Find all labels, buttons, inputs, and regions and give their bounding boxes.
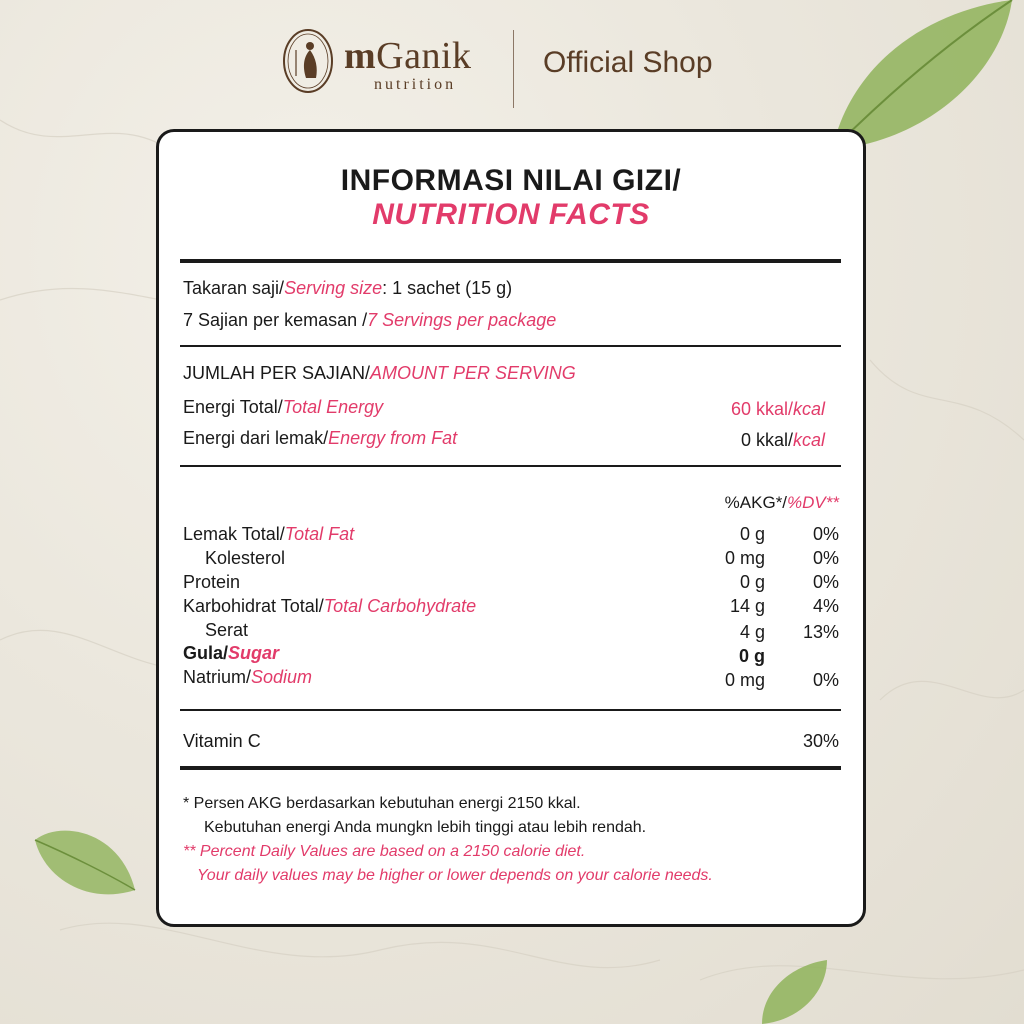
nutrient-percent: 0% bbox=[812, 524, 839, 544]
nutrient-row-sugar: Gula/Sugar bbox=[183, 643, 280, 663]
total-energy-label: Energi Total/Total Energy bbox=[183, 397, 384, 417]
amount-per-serving-header: JUMLAH PER SAJIAN/AMOUNT PER SERVING bbox=[183, 363, 576, 383]
footnote-dv-line2: Your daily values may be higher or lower depends on your calorie needs. bbox=[197, 867, 713, 884]
leaf-left bbox=[30, 820, 140, 910]
official-shop-label: Official Shop bbox=[543, 46, 713, 79]
brand-header bbox=[282, 28, 762, 110]
divider bbox=[180, 465, 841, 467]
header-divider bbox=[513, 30, 514, 108]
footnote-akg-line2: Kebutuhan energi Anda mungkn lebih tinggi atau lebih rendah. bbox=[204, 819, 647, 836]
nutrient-amount: 0 mg bbox=[724, 548, 765, 568]
serving-size-row: Takaran saji/Serving size: 1 sachet (15 g) bbox=[183, 278, 513, 298]
energy-from-fat-value: 0 kkal/kcal bbox=[740, 430, 825, 450]
nutrient-row-fiber: Serat bbox=[205, 620, 249, 640]
footnote-akg-line1: * Persen AKG berdasarkan kebutuhan energi 2150 kkal. bbox=[183, 795, 581, 812]
nutrient-amount: 0 g bbox=[738, 646, 765, 666]
nutrient-percent: 13% bbox=[802, 622, 839, 642]
brand-name: mGanik bbox=[344, 35, 472, 77]
nutrient-amount: 0 mg bbox=[724, 670, 765, 690]
energy-from-fat-label: Energi dari lemak/Energy from Fat bbox=[183, 428, 458, 448]
nutrient-percent: 0% bbox=[812, 572, 839, 592]
panel-title-en: NUTRITION FACTS bbox=[372, 198, 650, 231]
nutrient-percent: 4% bbox=[812, 596, 839, 616]
nutrient-amount: 4 g bbox=[739, 622, 765, 642]
vitamin-c-percent: 30% bbox=[802, 731, 839, 751]
divider bbox=[180, 259, 841, 263]
footnote-dv-line1: ** Percent Daily Values are based on a 2150 calorie diet. bbox=[183, 843, 586, 860]
nutrient-row-total-fat: Lemak Total/Total Fat bbox=[183, 524, 355, 544]
nutrient-amount: 0 g bbox=[739, 572, 765, 592]
brand-logo-emblem bbox=[282, 28, 334, 94]
nutrition-facts-panel bbox=[156, 129, 866, 927]
panel-title-id: INFORMASI NILAI GIZI/ bbox=[340, 164, 682, 197]
nutrient-percent: 0% bbox=[812, 548, 839, 568]
brand-subtitle: nutrition bbox=[374, 76, 457, 93]
nutrient-row-sodium: Natrium/Sodium bbox=[183, 667, 313, 687]
servings-per-package-row: 7 Sajian per kemasan /7 Servings per package bbox=[183, 310, 557, 330]
nutrient-amount: 14 g bbox=[729, 596, 765, 616]
vitamin-c-label: Vitamin C bbox=[183, 731, 261, 751]
nutrient-row-carbohydrate: Karbohidrat Total/Total Carbohydrate bbox=[183, 596, 477, 616]
dv-column-header: %AKG*/%DV** bbox=[724, 493, 839, 512]
divider bbox=[180, 709, 841, 711]
nutrient-row-cholesterol: Kolesterol bbox=[205, 548, 286, 568]
leaf-bottom-right bbox=[752, 960, 832, 1024]
nutrient-percent: 0% bbox=[812, 670, 839, 690]
divider bbox=[180, 766, 841, 770]
total-energy-value: 60 kkal/kcal bbox=[730, 399, 825, 419]
divider bbox=[180, 345, 841, 347]
nutrient-row-protein: Protein bbox=[183, 572, 241, 592]
nutrient-amount: 0 g bbox=[739, 524, 765, 544]
